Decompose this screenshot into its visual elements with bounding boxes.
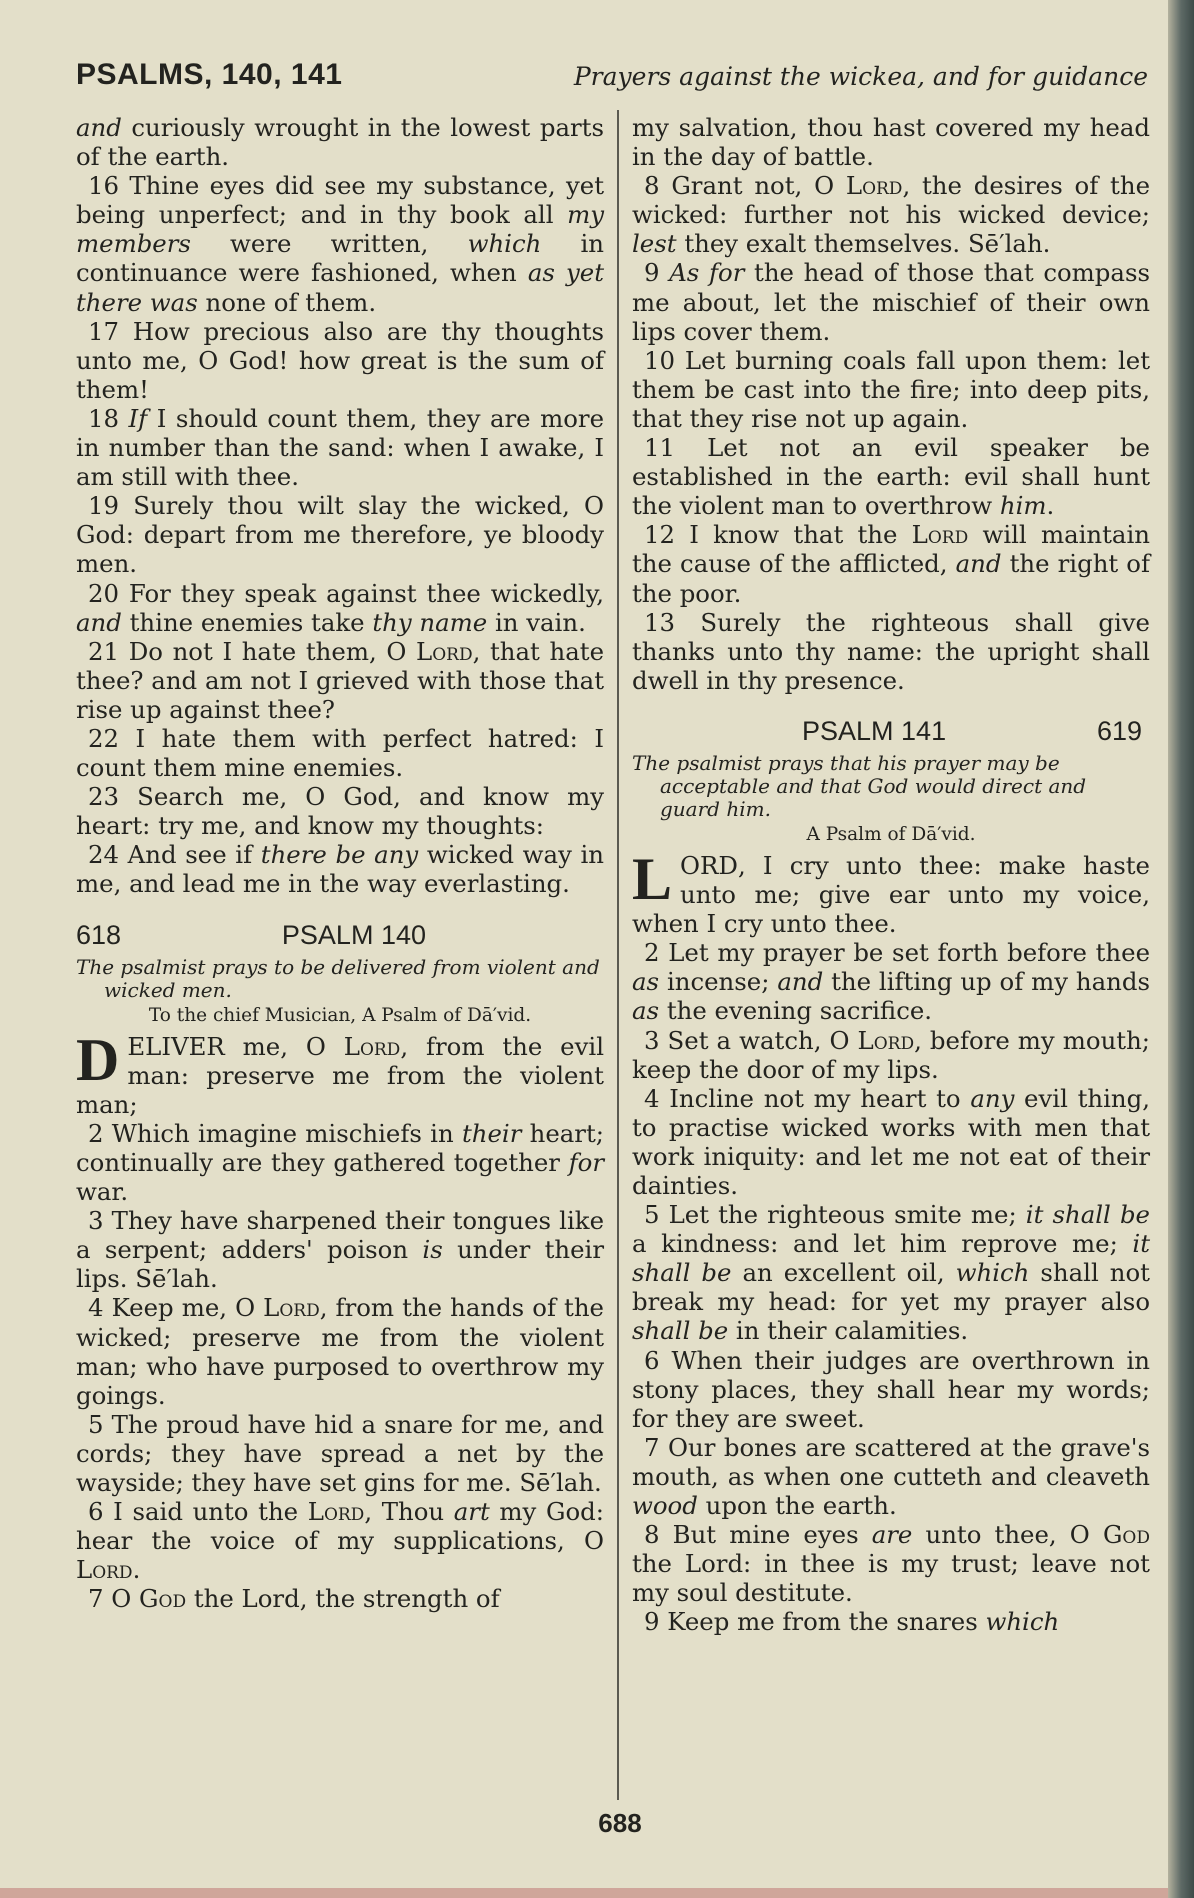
psalm-140-title: PSALM 140 <box>281 919 426 950</box>
drop-cap-letter: D <box>76 1026 120 1093</box>
psalm-141-verse-6: 6 When their judges are overthrown in stony places, they shall hear my words; for they are sweet. <box>632 1345 1150 1433</box>
verse-24: 24 And see if there be any wicked way in me, and lead me in the way everlasting. <box>76 840 604 899</box>
psalm-140-verse-7: 7 O God the Lord, the strength of <box>88 1584 500 1614</box>
page-topic-heading: Prayers against the wickea, and for guidance <box>573 62 1148 91</box>
psalm-141-reference-number: 619 <box>1096 715 1142 746</box>
psalm-140-verse-2: 2 Which imagine mischiefs in their heart; continually are they gathered together for war. <box>76 1118 604 1207</box>
verse-20: 20 For they speak against thee wickedly, and thine enemies take thy name in vain. <box>76 578 604 637</box>
psalm-140-heading <box>76 921 604 950</box>
drop-cap-letter: L <box>632 845 673 912</box>
psalm-140-summary: The psalmist prays to be delivered from violent and wicked men. <box>76 954 600 1002</box>
column-divider <box>617 110 619 1800</box>
right-column <box>632 113 1150 1637</box>
page-edge-tint <box>0 1888 1168 1898</box>
psalm-141-verse-1: LORD, I cry unto thee: make haste unto me; give ear unto my voice, when I cry unto thee. <box>632 845 1150 939</box>
psalm-141-verse-2: 2 Let my prayer be set forth before thee as incense; and the lifting up of my hands as the evening sacrifice. <box>632 938 1150 1026</box>
psalm-140-verse-1: DELIVER me, O Lord, from the evil man: preserve me from the violent man; <box>76 1026 604 1119</box>
psalm-141-title: PSALM 141 <box>802 715 947 746</box>
verse-23: 23 Search me, O God, and know my heart: try me, and know my thoughts: <box>76 782 604 841</box>
verse-17: 17 How precious also are thy thoughts unto me, O God! how great is the sum of them! <box>76 316 604 404</box>
verse-22: 22 I hate them with perfect hatred: I count them mine enemies. <box>76 723 604 783</box>
running-head <box>76 58 1148 98</box>
book-chapter-heading: PSALMS, 140, 141 <box>76 58 343 91</box>
psalm-140-reference-number: 618 <box>76 919 122 950</box>
psalm-140-verse-5: 5 The proud have hid a snare for me, and cords; they have spread a net by the wayside; they have set gins for me. Sē′lah. <box>76 1409 604 1498</box>
psalm-141-verse-3: 3 Set a watch, O Lord, before my mouth; keep the door of my lips. <box>632 1025 1151 1084</box>
psalm-141-superscription: A Psalm of Dā′vid. <box>806 823 976 845</box>
psalm-140-verse-6: 6 I said unto the Lord, Thou art my God: hear the voice of my supplications, O Lord. <box>76 1497 604 1585</box>
verse-10: 10 Let burning coals fall upon them: let them be cast into the fire; into deep pits, that they rise not up again. <box>632 345 1150 433</box>
verse-11: 11 Let not an evil speaker be established in the earth: evil shall hunt the violent man to overthrow him. <box>632 433 1150 521</box>
psalm-141-verse-9: 9 Keep me from the snares which <box>644 1607 1060 1637</box>
verse-18: 18 If I should count them, they are more in number than the sand: when I awake, I am still with thee. <box>76 403 605 492</box>
psalm-140-verse-3: 3 They have sharpened their tongues like a serpent; adders' poison is under their lips. Sē′lah. <box>76 1206 604 1294</box>
psalm-141-verse-8: 8 But mine eyes are unto thee, O God the Lord: in thee is my trust; leave not my soul destitute. <box>632 1520 1151 1608</box>
psalm-141-heading <box>632 717 1150 746</box>
page-number: 688 <box>598 1808 642 1838</box>
left-column <box>76 113 604 1614</box>
psalm-140-verse-4: 4 Keep me, O Lord, from the hands of the wicked; preserve me from the violent man; who have purposed to overthrow my goings. <box>76 1293 604 1410</box>
psalm-141-verse-7: 7 Our bones are scattered at the grave's mouth, as when one cutteth and cleaveth wood upon the earth. <box>632 1432 1150 1521</box>
psalm-140-superscription: To the chief Musician, A Psalm of Dā′vid. <box>148 1004 532 1026</box>
verse-13: 13 Surely the righteous shall give thanks unto thy name: the upright shall dwell in thy presence. <box>632 607 1150 695</box>
verse-9: 9 As for the head of those that compass me about, let the mischief of their own lips cover them. <box>632 258 1150 346</box>
verse-15-continuation: and curiously wrought in the lowest parts of the earth. <box>76 113 604 172</box>
verse-8: 8 Grant not, O Lord, the desires of the wicked: further not his wicked device; lest they exalt themselves. Sē′lah. <box>632 171 1150 259</box>
psalm-141-verse-5: 5 Let the righteous smite me; it shall be a kindness: and let him reprove me; it shall be an excellent oil, which shall not break my head: for yet my prayer also shall be in their calamities. <box>632 1200 1150 1346</box>
verse-16: 16 Thine eyes did see my substance, yet being unperfect; and in thy book all my members were written, which in continuance were fashioned, when as yet there was none of them. <box>76 171 605 317</box>
psalm-141-verse-4: 4 Incline not my heart to any evil thing, to practise wicked works with men that work iniquity: and let me not eat of their dainties. <box>632 1083 1150 1200</box>
verse-12: 12 I know that the Lord will maintain the cause of the afflicted, and the right of the poor. <box>632 520 1150 608</box>
psalm-141-summary: The psalmist prays that his prayer may be acceptable and that God would direct and guard him. <box>632 750 1087 821</box>
verse-19: 19 Surely thou wilt slay the wicked, O God: depart from me therefore, ye bloody men. <box>76 491 604 579</box>
verse-7-continuation: my salvation, thou hast covered my head in the day of battle. <box>632 113 1150 172</box>
book-spine-edge <box>1168 0 1194 1898</box>
verse-21: 21 Do not I hate them, O Lord, that hate thee? and am not I grieved with those that rise up against thee? <box>76 636 604 724</box>
